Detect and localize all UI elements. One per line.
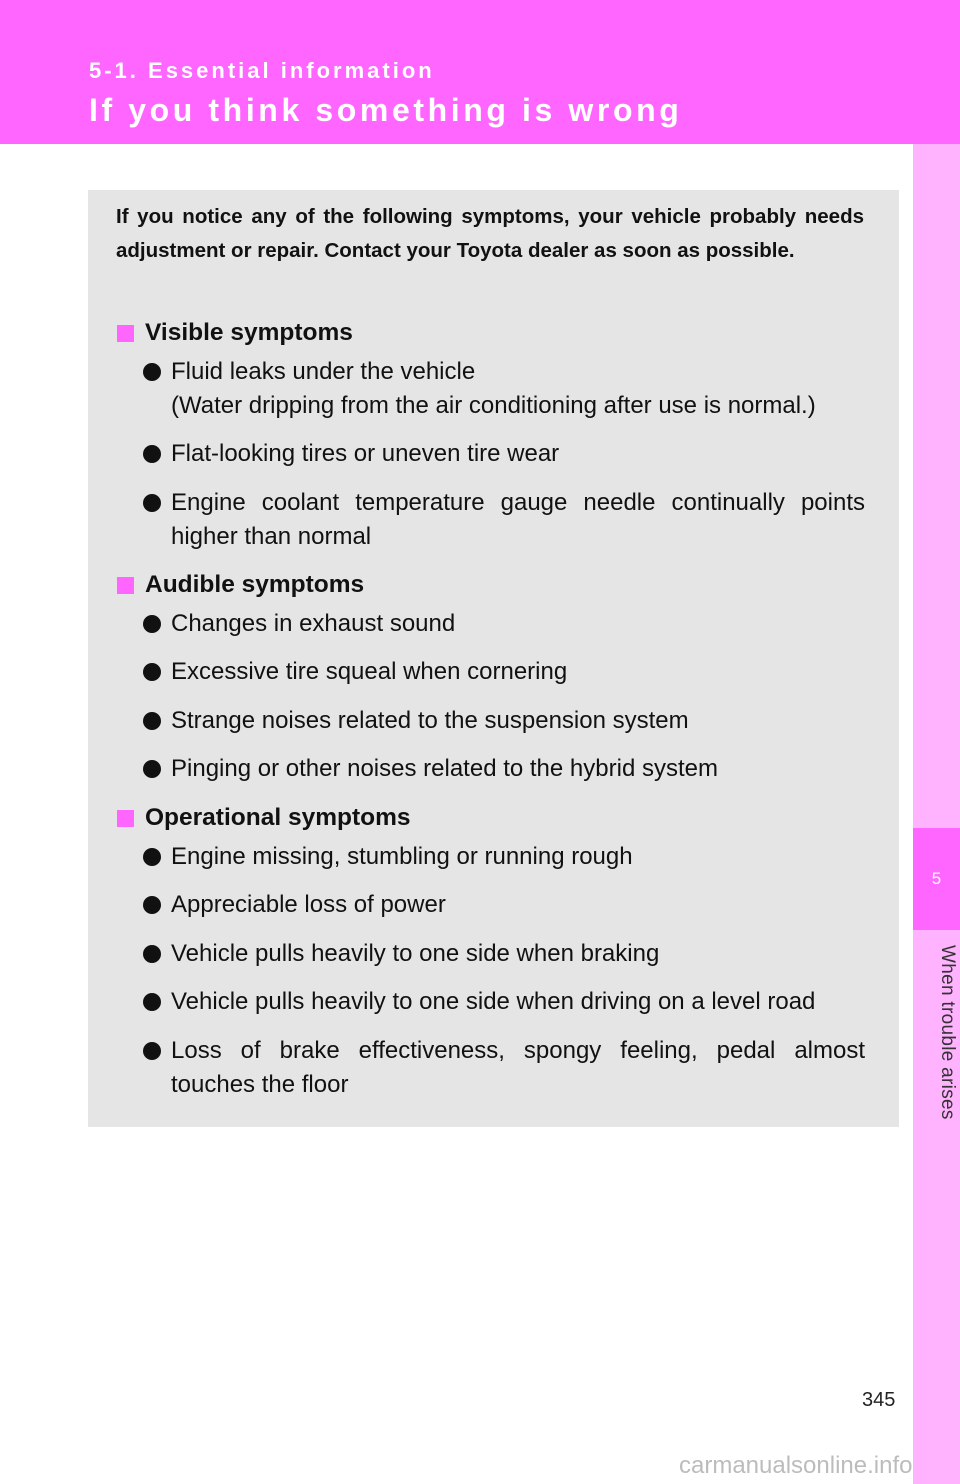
- bullet-icon: [143, 848, 161, 866]
- list-item-text: Engine missing, stumbling or running rough: [171, 843, 633, 870]
- intro-text: If you notice any of the following symptoms, your vehicle probably needs adjustment or repair. Contact your Toyota dealer as soon as possible.: [116, 205, 864, 262]
- list-item-text: Loss of brake effectiveness, spongy feeling, pedal almost touches the floor: [171, 1037, 865, 1098]
- side-strip: [913, 144, 960, 1484]
- page-header: [0, 0, 960, 144]
- list-item-text: Vehicle pulls heavily to one side when driving on a level road: [171, 988, 816, 1015]
- pink-square-icon: [117, 325, 134, 342]
- bullet-icon: [143, 663, 161, 681]
- pink-square-icon: [117, 810, 134, 827]
- watermark: carmanualsonline.info: [679, 1452, 913, 1479]
- heading-label: Visible symptoms: [145, 319, 353, 346]
- list-item: [143, 355, 865, 423]
- list-item: [143, 607, 865, 641]
- list-item: [143, 752, 865, 786]
- heading-visible-symptoms: [116, 317, 353, 349]
- list-item-text: Appreciable loss of power: [171, 891, 446, 918]
- bullet-icon: [143, 993, 161, 1011]
- list-item-text: Flat-looking tires or uneven tire wear: [171, 440, 560, 467]
- heading-label: Audible symptoms: [145, 571, 365, 598]
- list-item-text: Fluid leaks under the vehicle (Water dripping from the air conditioning after use is normal.): [171, 358, 816, 419]
- bullet-icon: [143, 445, 161, 463]
- list-item: [143, 985, 865, 1019]
- list-item: [143, 937, 865, 971]
- list-item: [143, 840, 865, 874]
- list-item-text: Pinging or other noises related to the hybrid system: [171, 755, 718, 782]
- page-number: 345: [862, 1389, 896, 1411]
- heading-label: Operational symptoms: [145, 804, 411, 831]
- list-item: [143, 655, 865, 689]
- bullet-icon: [143, 712, 161, 730]
- bullet-icon: [143, 945, 161, 963]
- list-item: [143, 888, 865, 922]
- heading-audible-symptoms: [116, 569, 364, 601]
- chapter-title-vertical: When trouble arises: [937, 945, 958, 1120]
- list-item: [143, 437, 865, 471]
- bullet-icon: [143, 494, 161, 512]
- bullet-icon: [143, 896, 161, 914]
- heading-operational-symptoms: [116, 802, 410, 834]
- pink-square-icon: [117, 577, 134, 594]
- bullet-icon: [143, 615, 161, 633]
- list-item-text: Changes in exhaust sound: [171, 610, 456, 637]
- bullet-icon: [143, 760, 161, 778]
- section-label: 5-1. Essential information: [89, 58, 435, 83]
- page-title: If you think something is wrong: [89, 92, 683, 128]
- list-item-text: Strange noises related to the suspension system: [171, 707, 689, 734]
- list-item: [143, 704, 865, 738]
- list-item-text: Vehicle pulls heavily to one side when braking: [171, 940, 660, 967]
- list-item-text: Excessive tire squeal when cornering: [171, 658, 568, 685]
- list-item: [143, 486, 865, 554]
- chapter-tab[interactable]: 5: [913, 828, 960, 930]
- bullet-icon: [143, 1042, 161, 1060]
- bullet-icon: [143, 363, 161, 381]
- list-item-text: Engine coolant temperature gauge needle continually points higher than normal: [171, 489, 865, 550]
- list-item: [143, 1034, 865, 1102]
